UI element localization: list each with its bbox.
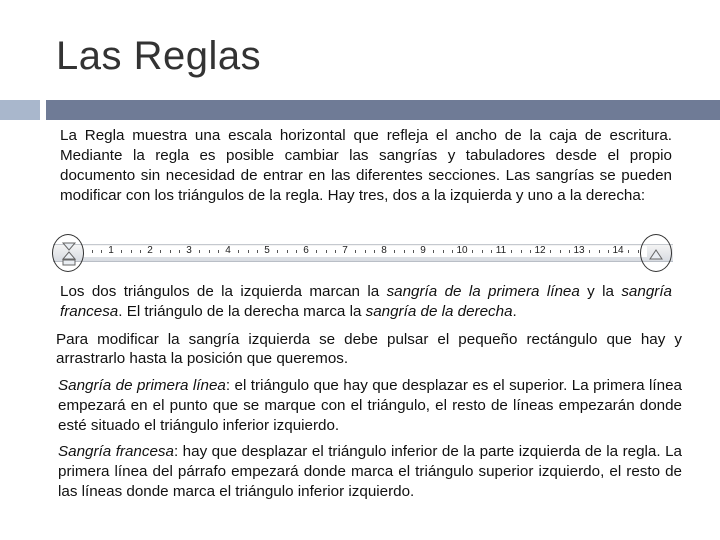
ruler-tick [628,250,629,253]
indent-triangles-paragraph [60,282,672,322]
ruler-tick [589,250,590,253]
ruler-number: 2 [147,245,153,256]
ruler-tick [413,250,414,253]
ruler-tick [257,250,258,253]
ruler-number: 5 [264,245,270,256]
ruler-tick [599,250,600,253]
accent-bar-left [0,100,40,120]
ruler-tick [638,250,639,253]
ruler-number: 1 [108,245,114,256]
ruler-tick [472,250,473,253]
p2-text-c: y la [579,283,622,300]
ruler-tick [443,250,444,253]
ruler-tick [140,250,141,253]
ruler-tick [209,250,210,253]
p2-term-right: sangría de la derecha [365,303,513,320]
ruler-tick [296,250,297,253]
p2-term-first-line: sangría de la primera línea [386,283,580,300]
ruler-number: 6 [303,245,309,256]
ruler-number: 8 [381,245,387,256]
ruler-tick [218,250,219,253]
ruler-tick [608,250,609,253]
ruler-tick [404,250,405,253]
p5-text: : hay que desplazar el triángulo inferior de la parte izquierda de la regla. La primera línea del párrafo empezará donde marca el triángulo superior izquierdo, el resto de las líneas donde marca el triángulo inferior izquierdo. [58,443,682,500]
ruler-tick [287,250,288,253]
ruler-tick [326,250,327,253]
ruler-tick [433,250,434,253]
ruler-tick [511,250,512,253]
ruler-tick [335,250,336,253]
ruler-tick [374,250,375,253]
ruler-number: 11 [495,245,507,256]
ruler-tick [491,250,492,253]
ruler-number: 13 [573,245,585,256]
ruler-tick [170,250,171,253]
ruler-tick [560,250,561,253]
ruler-tick [199,250,200,253]
p4-term: Sangría de primera línea [58,377,226,394]
ruler-tick [101,250,102,253]
ruler-image [53,234,673,272]
ruler-tick [355,250,356,253]
ruler-number: 10 [456,245,468,256]
accent-bar-right [46,100,720,120]
ruler-tick [316,250,317,253]
ruler-tick [394,250,395,253]
p2-text-a: Los dos triángulos de la izquierda marcan la [60,283,387,300]
ruler-tick [569,250,570,253]
p5-term: Sangría francesa [58,443,174,460]
p2-text-g: . [512,303,517,320]
intro-paragraph: La Regla muestra una escala horizontal que refleja el ancho de la caja de escritura. Mediante la regla es posible cambiar las sangrías y tabuladores desde el propio documento sin necesidad de entrar en las diferentes secciones. Las sangrías se pueden modificar con los triángulos de la regla. Hay tres, dos a la izquierda y uno a la derecha: [60,127,672,204]
ruler-number: 12 [534,245,546,256]
ruler-number: 9 [420,245,426,256]
ruler-tick [365,250,366,253]
first-line-indent-paragraph [58,376,682,436]
right-indent-highlight-circle [640,234,672,272]
p4-text: : el triángulo que hay que desplazar es el superior. La primera línea empezará en el punto que se marque con el triángulo, el resto de líneas empezarán donde esté situado el triángulo inferior izquierdo. [58,377,682,434]
ruler-number: 3 [186,245,192,256]
ruler-number: 4 [225,245,231,256]
ruler-tick [482,250,483,253]
ruler-number: 7 [342,245,348,256]
hanging-indent-paragraph [58,442,682,502]
ruler-tick [550,250,551,253]
p2-term-hanging: sangría francesa [60,283,672,320]
ruler-tick [160,250,161,253]
ruler-tick [131,250,132,253]
ruler-tick [179,250,180,253]
ruler-tick [121,250,122,253]
p2-text-e: . El triángulo de la derecha marca la [118,303,366,320]
left-indent-paragraph: Para modificar la sangría izquierda se debe pulsar el pequeño rectángulo que hay y arrastrarlo hasta la posición que queremos. [56,331,682,367]
ruler-tick [521,250,522,253]
ruler-number: 14 [612,245,624,256]
left-indent-highlight-circle [52,234,84,272]
ruler-tick [248,250,249,253]
ruler-tick [238,250,239,253]
ruler-tick [530,250,531,253]
ruler-tick [277,250,278,253]
ruler-tick [92,250,93,253]
page-title: Las Reglas [56,34,262,78]
ruler-tick [452,250,453,253]
